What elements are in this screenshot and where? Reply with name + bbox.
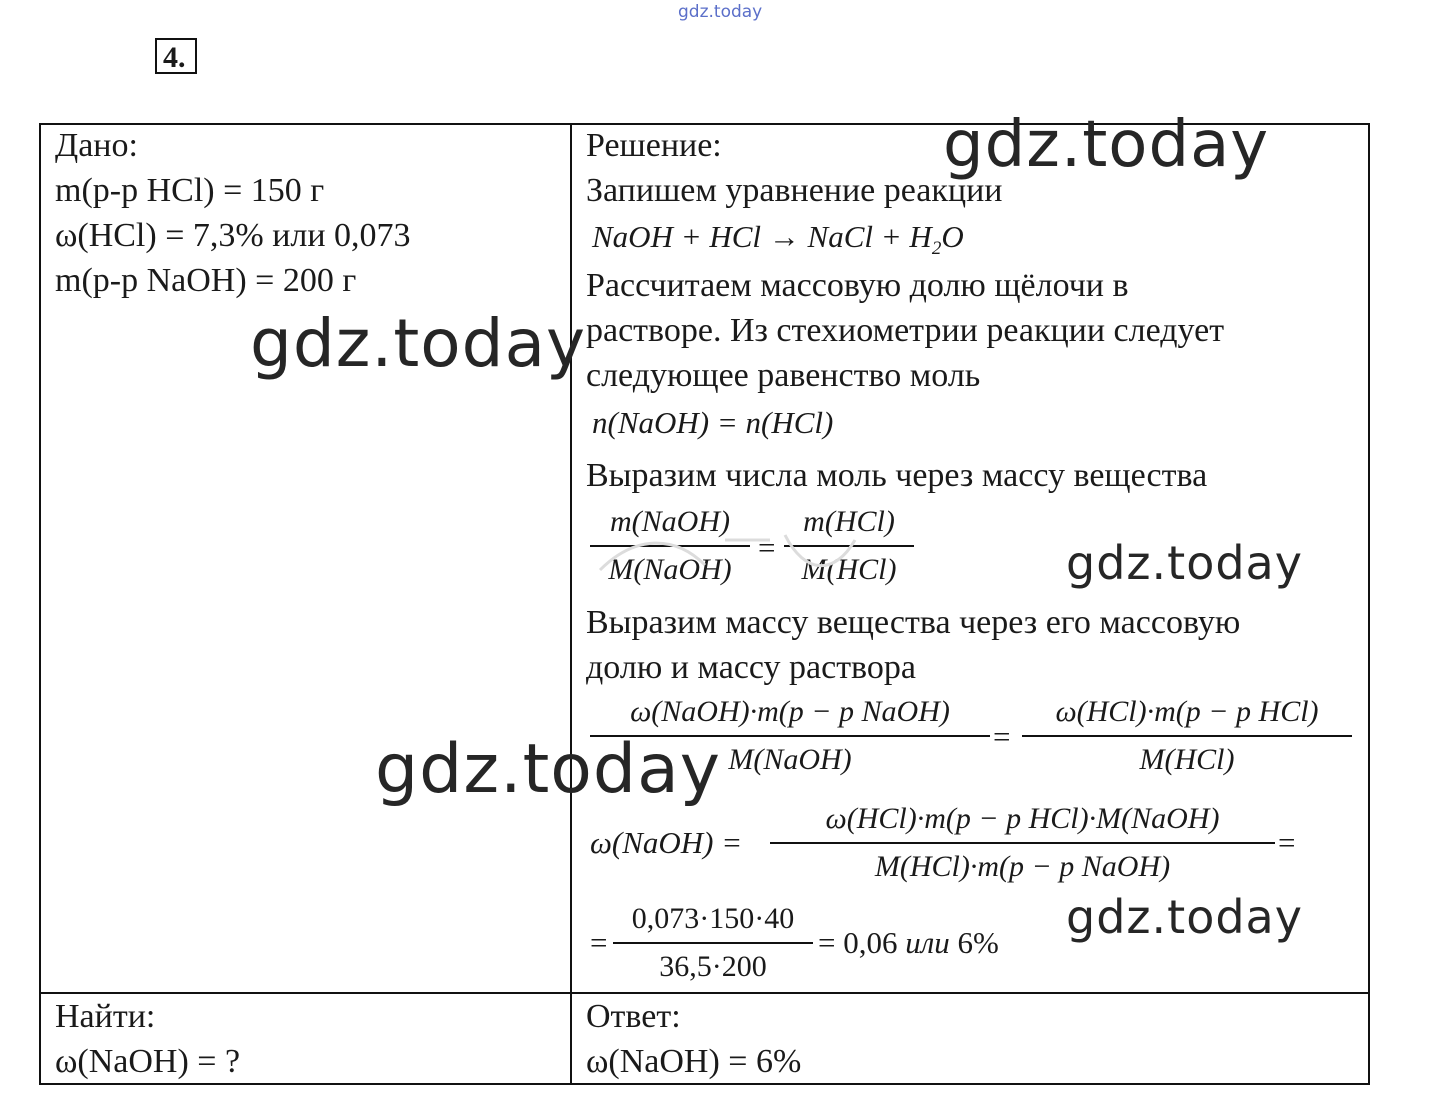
given-line-1: m(р-р HCl) = 150 г [55,172,325,209]
calc-result [818,925,999,961]
fraction-calc-numerator: 0,073·150·40 [631,902,795,935]
step-fraction-line-3: следующее равенство моль [586,357,981,394]
fraction-mass-naoh-denominator: M(NaOH) [608,553,732,586]
water-subscript: 2 [931,238,942,260]
site-watermark-top: gdz.today [678,2,763,22]
scan-artifact [595,525,905,594]
watermark-logo: gdz.today [250,305,587,382]
fraction-omega-naoh-denominator: M(NaOH) [728,743,852,776]
fraction-calc-denominator: 36,5·200 [659,950,767,983]
equals-sign: = [590,925,608,960]
solution-title: Решение: [586,127,722,164]
step-equation-intro: Запишем уравнение реакции [586,172,1003,209]
equals-sign: = [1278,825,1296,860]
mole-equality: n(NaOH) = n(HCl) [592,405,834,440]
fraction-omega-formula-numerator: ω(HCl)·m(p − p HCl)·M(NaOH) [825,802,1220,835]
equation-products: NaCl + H [807,219,932,254]
fraction-omega-hcl [1022,693,1352,779]
given-title: Дано: [55,127,138,164]
fraction-calc [613,900,813,986]
fraction-omega-formula [770,800,1275,886]
equals-sign: = [993,719,1011,754]
step-mass-via-fraction-line-2: долю и массу раствора [586,649,916,686]
fraction-bar [1022,735,1352,737]
column-divider [570,123,572,1085]
fraction-bar [613,942,813,944]
row-divider [39,992,1370,994]
watermark-logo: gdz.today [1066,890,1303,944]
find-title: Найти: [55,998,156,1035]
answer-line: ω(NaOH) = 6% [586,1043,802,1080]
watermark-logo: gdz.today [1066,536,1303,590]
reaction-arrow: → [768,219,800,254]
reaction-equation [592,219,964,260]
fraction-omega-formula-denominator: M(HCl)·m(p − p NaOH) [874,850,1171,883]
fraction-mass-naoh-numerator: m(NaOH) [610,505,730,538]
given-line-2: ω(HCl) = 7,3% или 0,073 [55,217,411,254]
step-mass-via-fraction-line-1: Выразим массу вещества через его массовую [586,604,1241,641]
equation-products-end: O [941,219,964,254]
problem-number: 4. [155,38,197,74]
calc-result-value: = 0,06 [818,925,898,960]
equation-reactants: NaOH + HCl [592,219,762,254]
step-moles-via-mass: Выразим числа моль через массу вещества [586,457,1208,494]
watermark-logo: gdz.today [943,108,1270,182]
equals-sign: = [758,530,776,565]
formula-lhs: ω(NaOH) = [590,825,743,860]
fraction-omega-hcl-denominator: M(HCl) [1139,743,1235,776]
find-line: ω(NaOH) = ? [55,1043,241,1080]
fraction-omega-hcl-numerator: ω(HCl)·m(p − p HCl) [1055,695,1319,728]
calc-result-percent: 6% [957,925,999,960]
step-fraction-line-2: растворе. Из стехиометрии реакции следует [586,312,1225,349]
fraction-bar [770,842,1275,844]
ghost-strokes-graphic [595,525,905,585]
calc-result-or: или [905,925,950,960]
step-fraction-line-1: Рассчитаем массовую долю щёлочи в [586,267,1129,304]
answer-title: Ответ: [586,998,681,1035]
fraction-omega-naoh-numerator: ω(NaOH)·m(p − p NaOH) [630,695,950,728]
fraction-mass-hcl-numerator: m(HCl) [803,505,895,538]
fraction-mass-hcl-denominator: M(HCl) [801,553,897,586]
watermark-logo: gdz.today [375,730,721,809]
given-line-3: m(р-р NaOH) = 200 г [55,262,357,299]
